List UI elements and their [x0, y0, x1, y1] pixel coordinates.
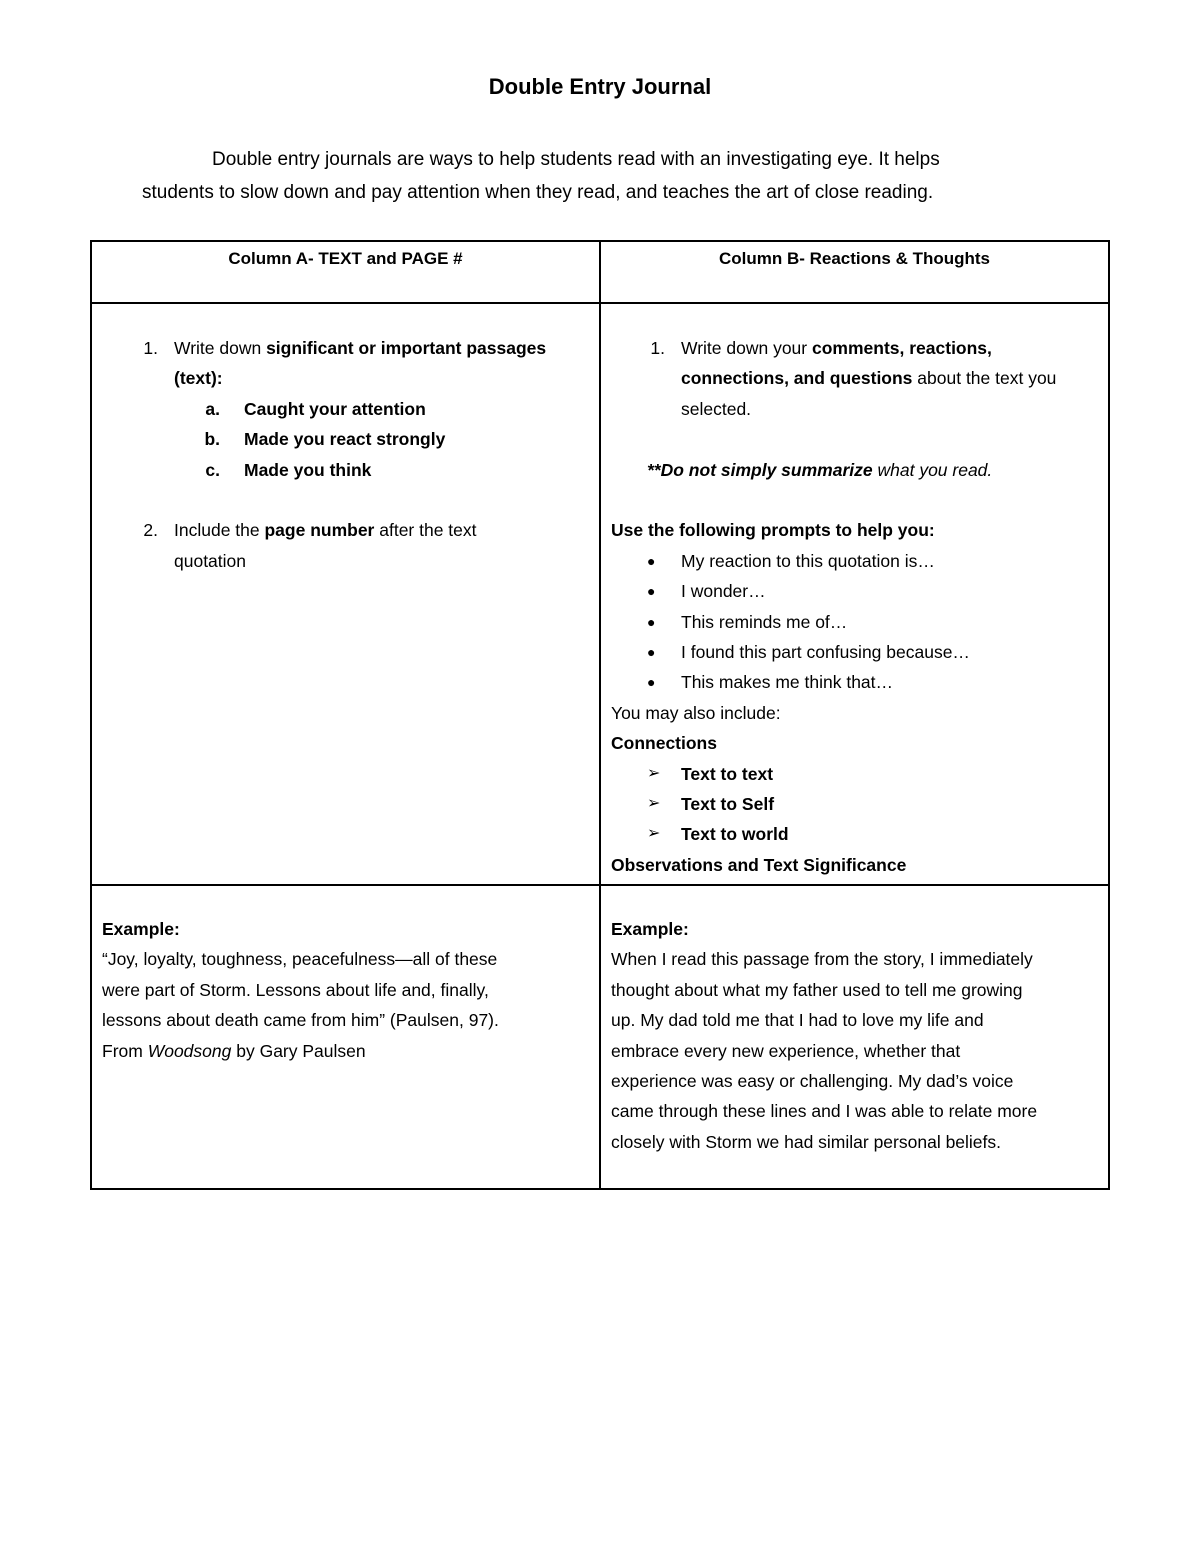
source-text: by Gary Paulsen [231, 1040, 366, 1061]
sub-letter: c. [205, 459, 220, 480]
sub-text: Made you think [244, 459, 372, 480]
example-b [611, 914, 1106, 1157]
observations-heading: Observations and Text Significance [611, 854, 907, 875]
table-divider-column [599, 240, 601, 1190]
example-line: up. My dad told me that I had to love my life and [611, 1010, 984, 1031]
step-bold-text: page number [264, 520, 375, 541]
arrow-bullet-icon: ➢ [647, 825, 661, 843]
example-label: Example: [102, 919, 180, 939]
step-bold-text: (text): [174, 368, 223, 389]
prompts-heading: Use the following prompts to help you: [611, 520, 935, 541]
intro-line-1: Double entry journals are ways to help students read with an investigating eye. It helps [212, 149, 940, 170]
sub-item [134, 455, 594, 485]
step-bold-text: comments, reactions, [811, 338, 992, 358]
arrow-bullet-icon: ➢ [647, 795, 661, 813]
example-a [102, 914, 592, 1066]
example-label: Example: [611, 919, 689, 939]
sub-item [134, 424, 594, 454]
sub-letter: a. [205, 398, 220, 419]
column-b-header: Column B- Reactions & Thoughts [718, 249, 991, 268]
example-line: thought about what my father used to tell me growing [611, 979, 1023, 1000]
source-text: From [102, 1040, 148, 1061]
example-line: When I read this passage from the story, I immediately [611, 949, 1033, 970]
note-text: what you read. [872, 459, 993, 480]
prompt-text: I found this part confusing because… [681, 642, 970, 663]
connection-item [611, 819, 1106, 849]
example-line: were part of Storm. Lessons about life and, finally, [102, 979, 489, 1000]
column-b-instructions [611, 333, 1106, 880]
step-text: about the text you [912, 368, 1057, 389]
summary-note [611, 455, 1106, 485]
prompt-text: I wonder… [681, 581, 766, 602]
table-border-right [1108, 240, 1110, 1190]
step-bold-text: significant or important passages [266, 338, 547, 358]
step-number: 1. [143, 338, 158, 358]
prompt-item [611, 546, 1106, 576]
step-number: 2. [143, 520, 158, 541]
intro-paragraph [142, 143, 1062, 209]
step-text: Write down your [681, 338, 812, 358]
example-line: closely with Storm we had similar personal beliefs. [611, 1131, 1002, 1152]
sub-letter: b. [204, 429, 220, 450]
column-a-instructions [134, 333, 594, 576]
col-a-step-2-cont: quotation [174, 550, 247, 571]
note-bold-text: **Do not simply summarize [647, 459, 873, 480]
column-a-header: Column A- TEXT and PAGE # [228, 249, 463, 268]
col-a-step-1-cont [134, 363, 594, 393]
page-title: Double Entry Journal [488, 74, 712, 99]
step-text: after the text [374, 520, 477, 541]
prompt-item [611, 667, 1106, 697]
step-text: Write down [174, 338, 267, 358]
bullet-icon: ● [647, 674, 656, 691]
prompt-text: My reaction to this quotation is… [681, 550, 935, 571]
example-line: experience was easy or challenging. My dad’s voice [611, 1071, 1014, 1092]
col-a-step-2 [134, 515, 594, 545]
col-a-step-1 [134, 333, 594, 363]
book-title: Woodsong [147, 1040, 232, 1061]
prompt-text: This reminds me of… [681, 611, 848, 632]
connection-item [611, 759, 1106, 789]
bullet-icon: ● [647, 613, 656, 630]
sub-text: Caught your attention [244, 398, 426, 419]
example-line: “Joy, loyalty, toughness, peacefulness—all of these [102, 949, 498, 970]
example-line: came through these lines and I was able to relate more [611, 1101, 1038, 1122]
col-b-step-1-cont: selected. [681, 398, 752, 419]
journal-table [90, 240, 1110, 1190]
connection-item [611, 789, 1106, 819]
connection-text: Text to world [681, 824, 789, 845]
connection-text: Text to Self [681, 794, 775, 815]
prompt-item [611, 607, 1106, 637]
connections-heading: Connections [611, 733, 717, 754]
sub-item [134, 394, 594, 424]
connection-text: Text to text [681, 763, 774, 784]
prompt-item [611, 576, 1106, 606]
col-b-step-1-cont [611, 363, 1106, 393]
prompt-item [611, 637, 1106, 667]
example-source [102, 1036, 592, 1066]
col-b-step-1 [611, 333, 1106, 363]
step-bold-text: connections, and questions [681, 368, 913, 389]
example-line: lessons about death came from him” (Paulsen, 97). [102, 1010, 499, 1031]
step-number: 1. [650, 338, 665, 358]
also-include: You may also include: [611, 702, 781, 723]
bullet-icon: ● [647, 552, 656, 569]
table-border-left [90, 240, 92, 1190]
example-line: embrace every new experience, whether that [611, 1040, 961, 1061]
prompt-text: This makes me think that… [681, 672, 894, 693]
arrow-bullet-icon: ➢ [647, 764, 661, 782]
bullet-icon: ● [647, 644, 656, 661]
sub-text: Made you react strongly [244, 429, 446, 450]
intro-line-2: students to slow down and pay attention when they read, and teaches the art of close reading. [142, 182, 934, 203]
step-text: Include the [174, 520, 265, 541]
bullet-icon: ● [647, 583, 656, 600]
